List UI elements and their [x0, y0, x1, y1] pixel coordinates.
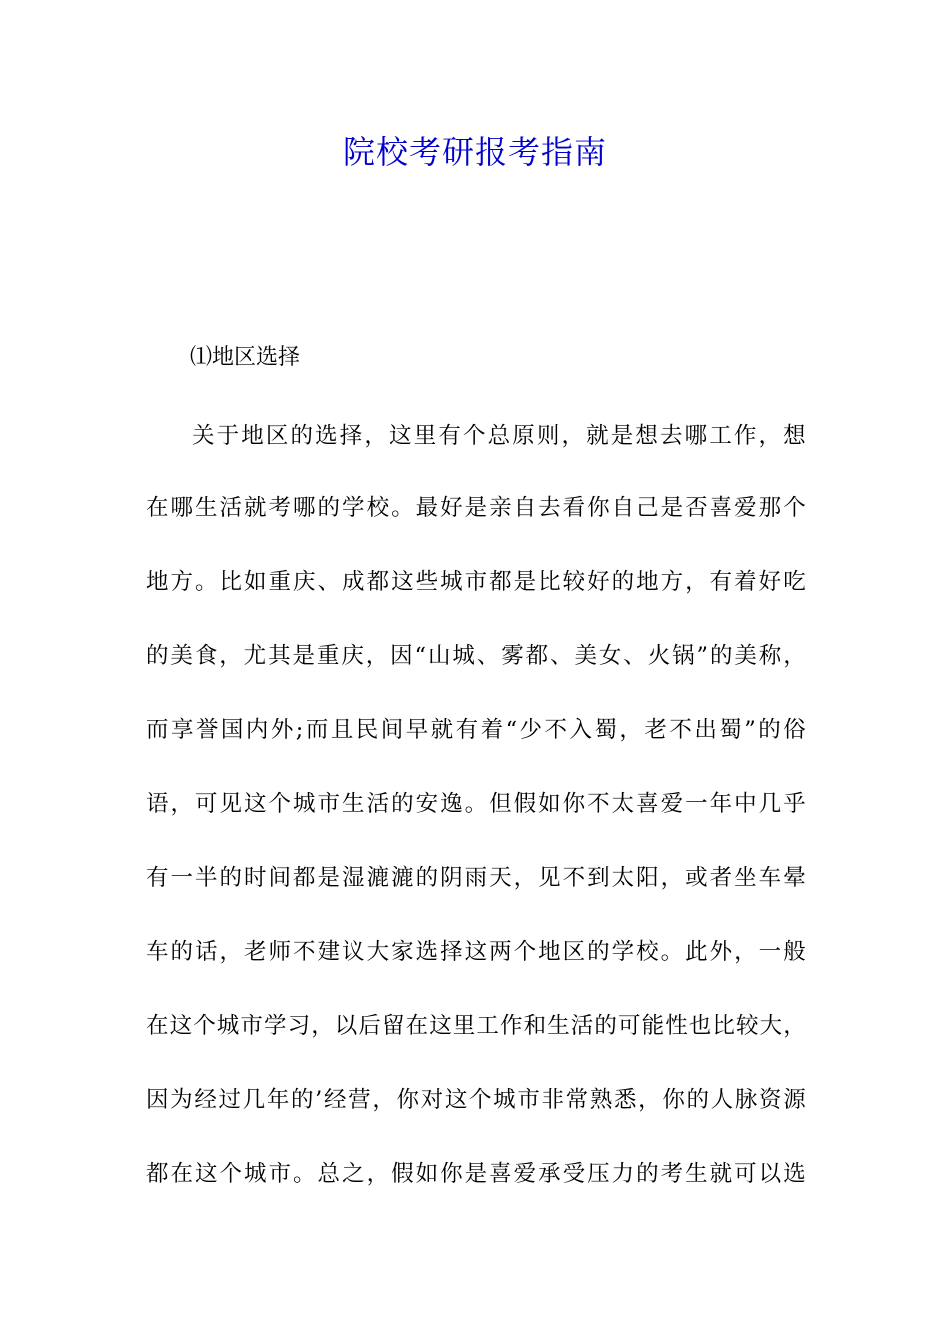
paragraph-line: 的美食，尤其是重庆，因“山城、雾都、美女、火锅”的美称，	[146, 643, 806, 669]
paragraph-line: 有一半的时间都是湿漉漉的阴雨天，见不到太阳，或者坐车晕	[146, 865, 806, 891]
paragraph-line: 地方。比如重庆、成都这些城市都是比较好的地方，有着好吃	[146, 569, 806, 595]
paragraph-line: 而享誉国内外;而且民间早就有着“少不入蜀，老不出蜀”的俗	[146, 717, 806, 743]
paragraph-line: 因为经过几年的’经营，你对这个城市非常熟悉，你的人脉资源	[146, 1087, 806, 1113]
paragraph-line: 都在这个城市。总之，假如你是喜爱承受压力的考生就可以选	[146, 1161, 806, 1187]
paragraph-line: 关于地区的选择，这里有个总原则，就是想去哪工作，想	[192, 423, 806, 449]
document-title: 院校考研报考指南	[342, 133, 607, 171]
paragraph-line: 在这个城市学习，以后留在这里工作和生活的可能性也比较大，	[146, 1013, 806, 1039]
paragraph-line: 车的话，老师不建议大家选择这两个地区的学校。此外，一般	[146, 939, 806, 965]
section-heading: ⑴地区选择	[190, 345, 301, 370]
paragraph-line: 在哪生活就考哪的学校。最好是亲自去看你自己是否喜爱那个	[146, 495, 806, 521]
paragraph-line: 语，可见这个城市生活的安逸。但假如你不太喜爱一年中几乎	[146, 791, 806, 817]
